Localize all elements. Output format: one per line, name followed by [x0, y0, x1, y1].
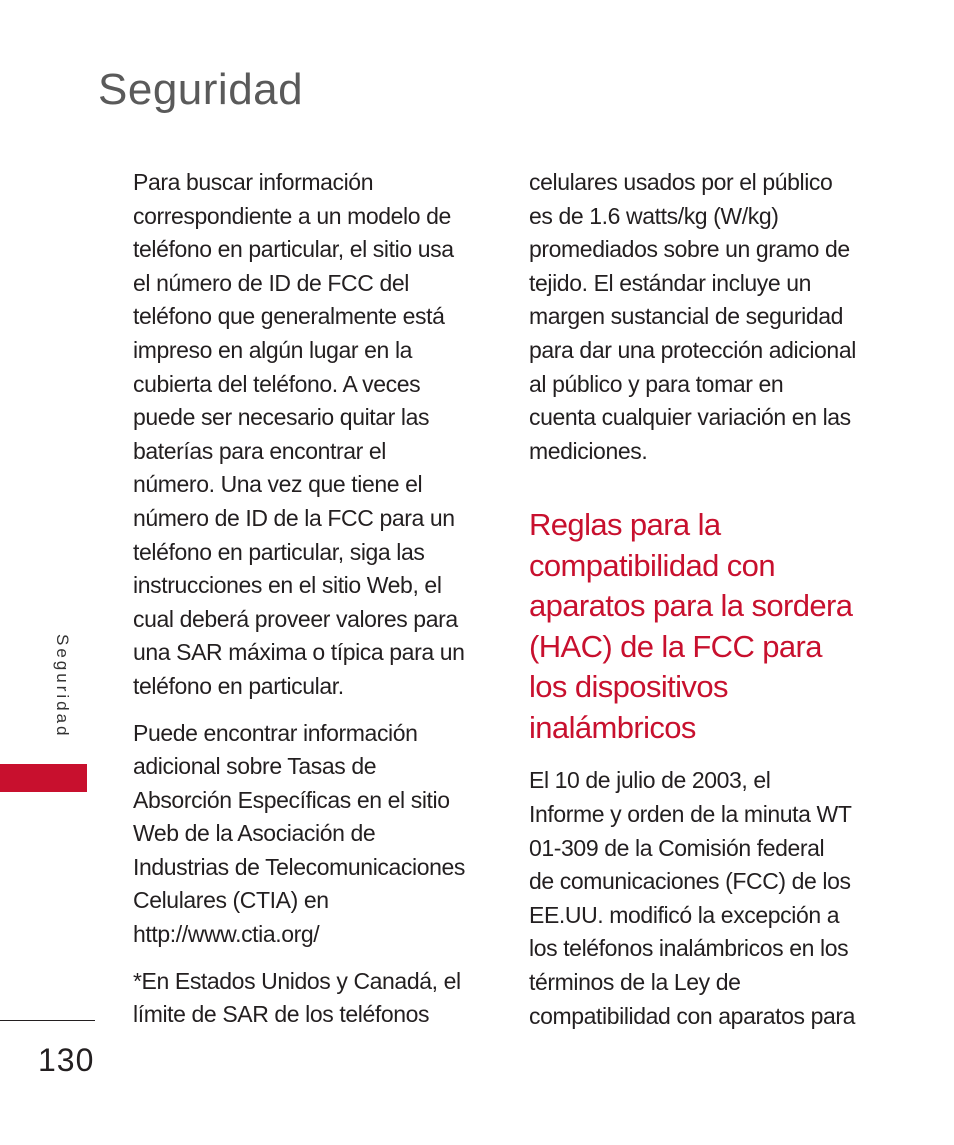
side-tab-label: Seguridad — [53, 634, 72, 739]
paragraph-hac-rules: El 10 de julio de 2003, el Informe y orden de la minuta WT 01-309 de la Comisión federal de comunicaciones (FCC) de los EE.UU. modificó la excepción a los teléfonos inalámbricos en los términos de la Ley de compatibilidad con aparatos para — [529, 767, 856, 1029]
footer-rule — [0, 1020, 95, 1021]
side-tab-marker — [0, 764, 87, 792]
paragraph-fcc-id-lookup: Para buscar información correspondiente a un modelo de teléfono en particular, el sitio usa el número de ID de FCC del teléfono que generalmente está impreso en algún lugar en la cubierta del teléfono. A veces puede ser necesario quitar las baterías para encontrar el número. Una vez que tiene el número de ID de la FCC para un teléfono en particular, siga las instrucciones en el sitio Web, el cual deberá proveer valores para una SAR máxima o típica para un teléfono en particular. — [133, 169, 465, 699]
paragraph-sar-continued: celulares usados por el público es de 1.6 watts/kg (W/kg) promediados sobre un gramo de tejido. El estándar incluye un margen sustancial de seguridad para dar una protección adicional al público y para tomar en cuenta cualquier variación en las mediciones. — [529, 169, 856, 464]
section-heading-hac: Reglas para la compatibilidad con aparatos para la sordera (HAC) de la FCC para los dispositivos inalámbricos — [529, 507, 853, 745]
paragraph-ctia-info: Puede encontrar información adicional sobre Tasas de Absorción Específicas en el sitio Web de la Asociación de Industrias de Telecomunicaciones Celulares (CTIA) en http://www.ctia.org/ — [133, 719, 465, 948]
left-column — [133, 166, 483, 1032]
page-title: Seguridad — [98, 65, 304, 114]
page-number: 130 — [38, 1042, 95, 1078]
right-column — [529, 166, 884, 1033]
paragraph-sar-limit: *En Estados Unidos y Canadá, el límite de SAR de los teléfonos — [133, 967, 461, 1028]
